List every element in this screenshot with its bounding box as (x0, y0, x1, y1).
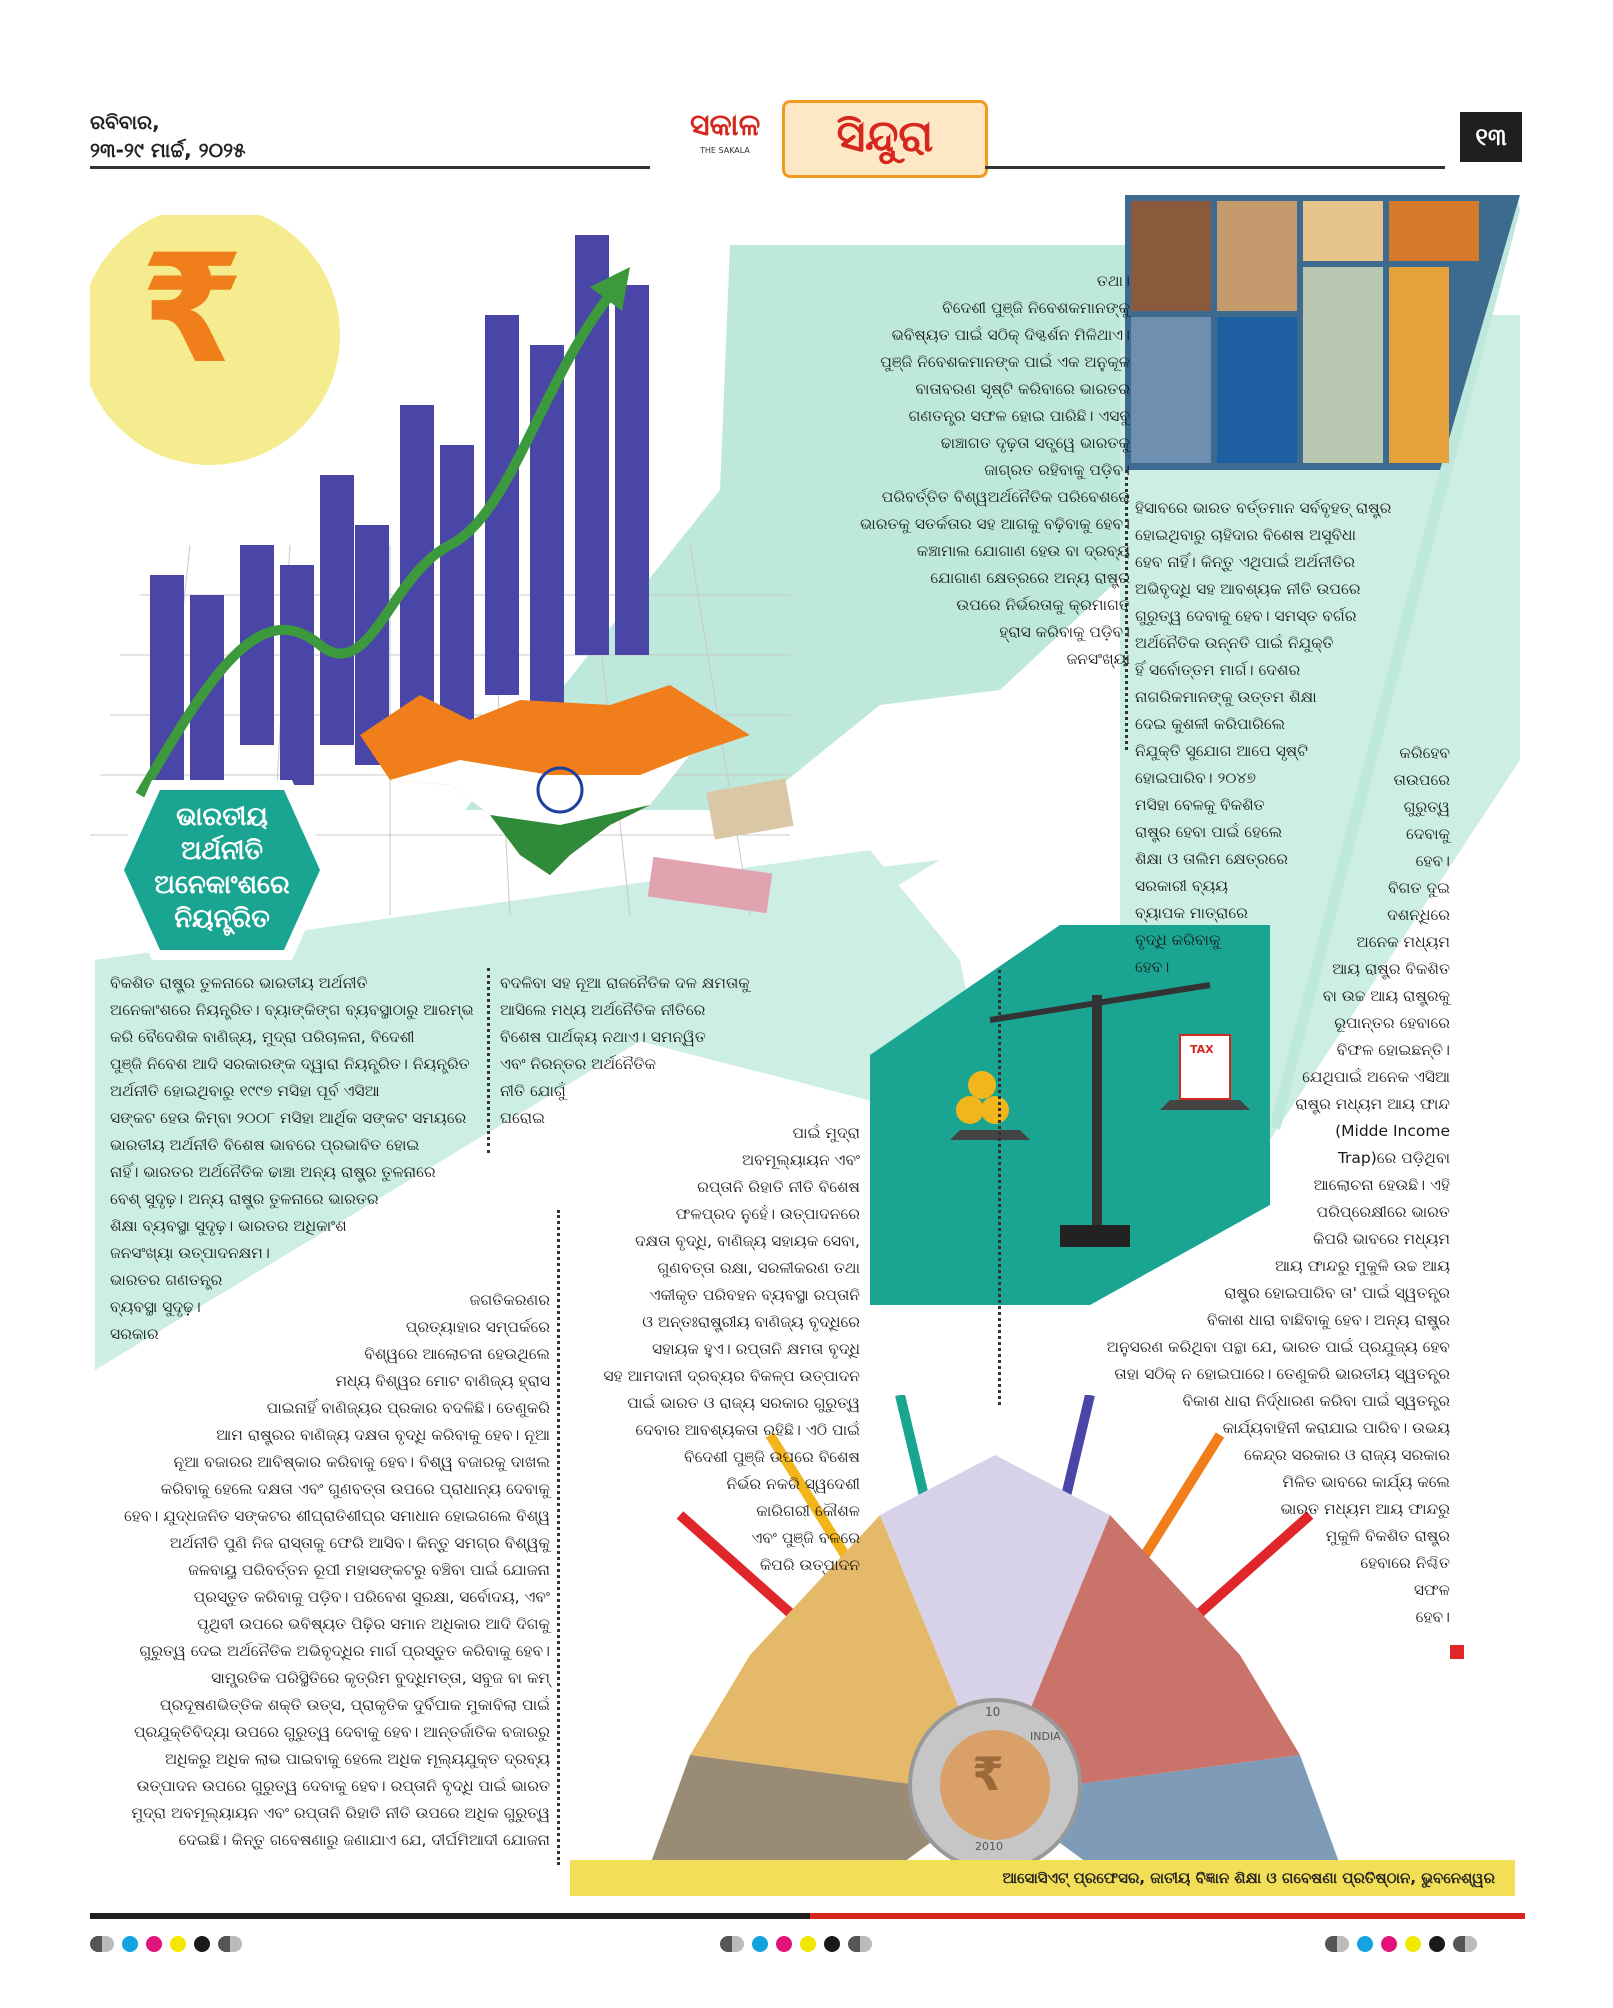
text-line: (Midde Income (1335, 1122, 1450, 1140)
badge-line-4: ନିୟନ୍ତ୍ରିତ (174, 904, 270, 934)
badge-line-3: ଅନେକାଂଶରେ (154, 870, 290, 900)
text-line: କରିହେବ (1399, 744, 1450, 762)
divider-dotted-1 (487, 968, 490, 1153)
text-line: ମିଳିତ ଭାବରେ କାର୍ଯ୍ୟ କଲେ (1282, 1473, 1450, 1491)
text-line: ବିଶେଷ ପାର୍ଥକ୍ୟ ନଥାଏ। ସମନ୍ୱିତ (500, 1028, 706, 1046)
text-line: ଆୟ ଫାନ୍ଦରୁ ମୁକୁଳି ଉଚ୍ଚ ଆୟ (1275, 1257, 1450, 1275)
text-line: ଉପରେ ନିର୍ଭରତାକୁ କ୍ରମାଗତ (956, 596, 1130, 614)
text-line: ଗୁରୁତ୍ୱ ଦେବାକୁ ହେବ। ସମସ୍ତ ବର୍ଗର (1135, 607, 1357, 625)
text-line: ନାହିଁ। ଭାରତର ଅର୍ଥନୈତିକ ଢାଞ୍ଚା ଅନ୍ୟ ରାଷ୍ଟ୍ର ତୁଳନାରେ (110, 1163, 436, 1181)
text-line: କରିବାକୁ ହେଲେ ଦକ୍ଷତା ଏବଂ ଗୁଣବତ୍ତା ଉପରେ ପ୍ରାଧାନ୍ୟ ଦେବାକୁ (160, 1480, 550, 1498)
text-line: ହେବ। (1135, 958, 1170, 976)
text-line: ଗଣତନ୍ତ୍ର ସଫଳ ହୋଇ ପାରିଛି। ଏସବୁ (908, 407, 1130, 425)
text-line: ଅର୍ଥନୀତି ହୋଇଥିବାରୁ ୧୯୯୭ ମସିହା ପୂର୍ବ ଏସିଆ (110, 1082, 380, 1100)
text-line: ମଧ୍ୟ ବିଶ୍ୱର ମୋଟ ବାଣିଜ୍ୟ ହ୍ରାସ (335, 1372, 550, 1390)
text-line: ପାଇଁ ଭାରତ ଓ ରାଜ୍ୟ ସରକାର ଗୁରୁତ୍ୱ (627, 1394, 860, 1412)
text-line: ରୂପାନ୍ତର ହେବାରେ (1334, 1014, 1450, 1032)
divider-dotted-4 (1125, 470, 1128, 750)
text-line: ଆମ ରାଷ୍ଟ୍ରର ବାଣିଜ୍ୟ ଦକ୍ଷତା ବୃଦ୍ଧି କରିବାକୁ ହେବ। ନୂଆ (216, 1426, 550, 1444)
text-line: ରାଷ୍ଟ୍ର ମଧ୍ୟମ ଆୟ ଫାନ୍ଦ (1295, 1095, 1450, 1113)
title-badge (112, 800, 332, 936)
text-line: ବିଦେଶୀ ପୁଞ୍ଜି ଉପରେ ବିଶେଷ (684, 1448, 860, 1466)
text-line: ନିଯୁକ୍ତି ସୁଯୋଗ ଆପେ ସୃଷ୍ଟି (1135, 742, 1308, 760)
text-line: ସରକାରୀ ବ୍ୟୟ (1135, 877, 1229, 895)
text-line: ଜନସଂଖ୍ୟା ଉତ୍ପାଦନକ୍ଷମ। (110, 1244, 270, 1262)
reg-magenta (1381, 1936, 1397, 1952)
text-line: ବାତାବରଣ ସୃଷ୍ଟି କରିବାରେ ଭାରତର (915, 380, 1130, 398)
footer-rule-black (90, 1913, 810, 1919)
coin-year: 2010 (975, 1840, 1003, 1853)
text-line: ରପ୍ତାନି ରିହାତି ନୀତି ବିଶେଷ (697, 1178, 860, 1196)
tax-label: TAX (1190, 1043, 1214, 1056)
text-line: ଘରୋଇ (500, 1109, 545, 1127)
text-line: ଦେବାକୁ (1406, 825, 1450, 843)
text-line: ଏକୀକୃତ ପରିବହନ ବ୍ୟବସ୍ଥା ରପ୍ତାନି (649, 1286, 860, 1304)
text-line: ହୋଇଥିବାରୁ ଚାହିଦାର ବିଶେଷ ଅସୁବିଧା (1135, 526, 1357, 544)
text-line: ହେବ। ଯୁଦ୍ଧଜନିତ ସଙ୍କଟର ଶୀଘ୍ରାତିଶୀଘ୍ର ସମାଧାନ ହୋଇଗଲେ ବିଶ୍ୱ (123, 1507, 550, 1525)
text-line: କରି ବୈଦେଶିକ ବାଣିଜ୍ୟ, ମୁଦ୍ରା ପରିଚାଳନା, ବିଦେଶୀ (110, 1028, 415, 1046)
text-line: ତଥା। (1096, 272, 1130, 290)
byline: ଆସୋସିଏଟ୍ ପ୍ରଫେସର, ଜାତୀୟ ବିଜ୍ଞାନ ଶିକ୍ଷା ଓ ଗବେଷଣା ପ୍ରତିଷ୍ଠାନ, ଭୁବନେଶ୍ୱର (570, 1860, 1515, 1896)
text-line: ପାଇନାହିଁ ବାଣିଜ୍ୟର ପ୍ରକାର ବଦଳିଛି। ତେଣୁକରି (266, 1399, 550, 1417)
text-line: ଢାଞ୍ଚାଗତ ଦୃଢ଼ତା ସତ୍ତ୍ୱେ ଭାରତକୁ (940, 434, 1130, 452)
reg-yellow (800, 1936, 816, 1952)
text-line: ବୃଦ୍ଧି କରିବାକୁ (1135, 931, 1221, 949)
text-line: ଭାରତର ଗଣତନ୍ତ୍ର (110, 1271, 223, 1289)
registration-marks-right (1325, 1935, 1477, 1953)
money-note-1 (706, 778, 793, 839)
reg-yellow (170, 1936, 186, 1952)
badge-line-2: ଅର୍ଥନୀତି (180, 836, 264, 866)
text-line: କାରିଗରୀ କୌଶଳ (756, 1502, 860, 1520)
text-line: ପୃଥିବୀ ଉପରେ ଭବିଷ୍ୟତ ପିଢ଼ିର ସମାନ ଅଧିକାର ଆଦି ଦିଗକୁ (197, 1615, 550, 1633)
text-line: ସଫଳ (1413, 1581, 1450, 1599)
dateline-date: ୨୩-୨୯ ମାର୍ଚ୍ଚ, ୨୦୨୫ (90, 138, 246, 162)
text-line: ହିଁ ସର୍ବୋତ୍ତମ ମାର୍ଗ। ଦେଶର (1135, 661, 1301, 679)
column-top-right (740, 268, 1130, 673)
money-note-2 (648, 857, 772, 913)
text-line: ଓ ଅନ୍ତଃରାଷ୍ଟ୍ରୀୟ ବାଣିଜ୍ୟ ବୃଦ୍ଧିରେ (642, 1313, 860, 1331)
reg-black (824, 1936, 840, 1952)
reg-yellow (1405, 1936, 1421, 1952)
text-line: ପରିବର୍ତ୍ତିତ ବିଶ୍ୱଅର୍ଥନୈତିକ ପରିବେଶରେ (881, 488, 1130, 506)
badge-line-1: ଭାରତୀୟ (176, 802, 268, 832)
reg-pill (720, 1936, 744, 1952)
reg-black (194, 1936, 210, 1952)
coin-value: 10 (985, 1705, 1001, 1719)
paper-sub: THE SAKALA (700, 146, 750, 155)
text-line: ପ୍ରଯୁକ୍ତିବିଦ୍ୟା ଉପରେ ଗୁରୁତ୍ୱ ଦେବାକୁ ହେବ। ଆନ୍ତର୍ଜାତିକ ବଜାରରୁ (133, 1723, 550, 1741)
text-line: ହୋଇପାରିବ। ୨୦୪୭ (1135, 769, 1256, 787)
reg-cyan (1357, 1936, 1373, 1952)
text-line: କେନ୍ଦ୍ର ସରକାର ଓ ରାଜ୍ୟ ସରକାର (1243, 1446, 1450, 1464)
text-line: ଦଶନ୍ଧିରେ (1387, 906, 1450, 924)
text-line: ତାହା ସଠିକ୍ ନ ହୋଇପାରେ। ତେଣୁକରି ଭାରତୀୟ ସ୍ୱତନ୍ତ୍ର (1114, 1365, 1450, 1383)
text-line: କାର୍ଯ୍ୟବାହିନୀ କରାଯାଇ ପାରିବ। ଉଭୟ (1222, 1419, 1450, 1437)
text-line: ଜନସଂଖ୍ୟା (1066, 650, 1130, 668)
text-line: ଆଲୋଚନା ହେଉଛି। ଏହି (1313, 1176, 1450, 1194)
text-line: ନୀତି ଯୋଗୁଁ (500, 1082, 566, 1100)
text-line: ବିଶ୍ୱରେ ଆଲୋଚନା ହେଉଥିଲେ (364, 1345, 550, 1363)
text-line: ମୁକୁଳି ବିକଶିତ ରାଷ୍ଟ୍ର (1325, 1527, 1450, 1545)
coin-rupee: ₹ (972, 1747, 1005, 1801)
text-line: ବିଫଳ ହୋଇଛନ୍ତି। (1336, 1041, 1450, 1059)
text-line: ଜଗତିକରଣର (469, 1291, 550, 1309)
text-line: ହେବ। (1415, 1608, 1450, 1626)
text-line: ସଙ୍କଟ ହେଉ କିମ୍ବା ୨୦୦୮ ମସିହା ଆର୍ଥିକ ସଙ୍କଟ ସମୟରେ (110, 1109, 467, 1127)
text-line: Trap)ରେ ପଡ଼ିଥିବା (1337, 1149, 1450, 1167)
divider-dotted-3 (998, 970, 1001, 1405)
text-line: ନୂଆ ବଜାରର ଆବିଷ୍କାର କରିବାକୁ ହେବ। ବିଶ୍ୱ ବଜାରକୁ ଦାଖଲ (173, 1453, 550, 1471)
text-line: ଅନୁସରଣ କରିଥିବା ପନ୍ଥା ଯେ, ଭାରତ ପାଇଁ ପ୍ରଯୁଜ୍ୟ ହେବ (1106, 1338, 1450, 1356)
text-line: ପ୍ରସ୍ତୁତ କରିବାକୁ ପଡ଼ିବ। ପରିବେଶ ସୁରକ୍ଷା, ସର୍ବୋଦୟ, ଏବଂ (193, 1588, 550, 1606)
text-line: ପୁଞ୍ଜି ନିବେଶକମାନଙ୍କ ପାଇଁ ଏକ ଅନୁକୂଳ (880, 353, 1130, 371)
registration-marks-center (720, 1935, 872, 1953)
text-line: ବିଦେଶୀ ପୁଞ୍ଜି ନିବେଶକମାନଙ୍କୁ (942, 299, 1130, 317)
text-line: ବିକାଶ ଧାରା ନିର୍ଦ୍ଧାରଣ କରିବା ପାଇଁ ସ୍ୱତନ୍ତ୍ର (1182, 1392, 1450, 1410)
divider-dotted-2 (557, 1210, 560, 1865)
text-line: ଶିକ୍ଷା ଓ ତାଲିମ କ୍ଷେତ୍ରରେ (1135, 850, 1289, 868)
text-line: ଭବିଷ୍ୟତ ପାଇଁ ସଠିକ୍ ଦିଗ୍ଦର୍ଶନ ମିଳିଥାଏ। (891, 326, 1130, 344)
text-line: ଦେବାର ଆବଶ୍ୟକତା ରହିଛି। ଏଠି ପାଇଁ (635, 1421, 860, 1439)
end-mark (1450, 1645, 1464, 1659)
reg-pill (1453, 1936, 1477, 1952)
text-line: ଅଧିକରୁ ଅଧିକ ଲାଭ ପାଇବାକୁ ହେଲେ ଅଧିକ ମୂଲ୍ୟଯୁକ୍ତ ଦ୍ରବ୍ୟ (164, 1750, 550, 1768)
text-line: ଗୁରୁତ୍ୱ (1403, 798, 1450, 816)
column-mid-intro (500, 970, 840, 1132)
text-line: ବ୍ୟାପକ ମାତ୍ରାରେ (1135, 904, 1248, 922)
reg-magenta (146, 1936, 162, 1952)
text-line: ହେବ ନାହିଁ। କିନ୍ତୁ ଏଥିପାଇଁ ଅର୍ଥନୀତିର (1135, 553, 1355, 571)
text-line: ହ୍ରାସ କରିବାକୁ ପଡ଼ିବ। (999, 623, 1130, 641)
text-line: ବିଗତ ଦୁଇ (1387, 879, 1450, 897)
text-line: ବେଶ୍ ସୁଦୃଢ଼। ଅନ୍ୟ ରାଷ୍ଟ୍ର ତୁଳନାରେ ଭାରତର (110, 1190, 379, 1208)
text-line: ବଦଳିବା ସହ ନୂଆ ରାଜନୈତିକ ଦଳ କ୍ଷମତାକୁ (500, 974, 750, 992)
reg-cyan (122, 1936, 138, 1952)
collage-tiles (1131, 201, 1479, 463)
text-line: ମସିହା ବେଳକୁ ବିକଶିତ (1135, 796, 1265, 814)
page-number: ୧୩ (1460, 112, 1522, 162)
text-line: ବିକାଶ ଧାରା ବାଛିବାକୁ ହେବ। ଅନ୍ୟ ରାଷ୍ଟ୍ର (1206, 1311, 1450, 1329)
text-line: ଭାରତୀୟ ଅର୍ଥନୀତି ବିଶେଷ ଭାବରେ ପ୍ରଭାବିତ ହୋଇ (110, 1136, 420, 1154)
reg-pill (848, 1936, 872, 1952)
text-line: ଜଳବାୟୁ ପରିବର୍ତ୍ତନ ରୂପୀ ମହାସଙ୍କଟରୁ ବଞ୍ଚିବା ପାଇଁ ଯୋଜନା (188, 1561, 550, 1579)
text-line: ରାଷ୍ଟ୍ର ହେବା ପାଇଁ ହେଲେ (1135, 823, 1283, 841)
economy-collage (1125, 195, 1520, 470)
text-line: ଉତ୍ପାଦନ ଉପରେ ଗୁରୁତ୍ୱ ଦେବାକୁ ହେବ। ରପ୍ତାନି ବୃଦ୍ଧି ପାଇଁ ଭାରତ (136, 1777, 550, 1795)
supplement-name: ସିନ୍ଦୁରା (836, 111, 934, 162)
text-line: ଯେଥିପାଇଁ ଅନେକ ଏସିଆ (1302, 1068, 1450, 1086)
reg-black (1429, 1936, 1445, 1952)
text-line: ସହାୟକ ହୁଏ। ରପ୍ତାନି କ୍ଷମତା ବୃଦ୍ଧି (651, 1340, 860, 1358)
text-line: ଜାଗ୍ରତ ରହିବାକୁ ପଡ଼ିବ। (984, 461, 1130, 479)
text-line: ଆୟ ରାଷ୍ଟ୍ର ବିକଶିତ (1332, 960, 1450, 978)
text-line: ଅବମୂଲ୍ୟାୟନ ଏବଂ (741, 1151, 860, 1169)
text-line: ଆସିଲେ ମଧ୍ୟ ଅର୍ଥନୈତିକ ନୀତିରେ (500, 1001, 706, 1019)
text-line: ହିସାବରେ ଭାରତ ବର୍ତ୍ତମାନ ସର୍ବବୃହତ୍ ରାଷ୍ଟ୍ର (1135, 499, 1392, 517)
text-line: ପରିପ୍ରେକ୍ଷୀରେ ଭାରତ (1316, 1203, 1450, 1221)
text-line: ପୁଞ୍ଜି ନିବେଶ ଆଦି ସରକାରଙ୍କ ଦ୍ୱାରା ନିୟନ୍ତ୍ରିତ। ନିୟନ୍ତ୍ରିତ (110, 1055, 470, 1073)
text-line: ଏବଂ ନିରନ୍ତର ଅର୍ଥନୈତିକ (500, 1055, 656, 1073)
text-line: କିପରି ଭାବରେ ମଧ୍ୟମ (1313, 1230, 1450, 1248)
text-line: ଦେଇ କୁଶଳୀ କରିପାରିଲେ (1135, 715, 1286, 733)
text-line: ଯୋଗାଣ କ୍ଷେତ୍ରରେ ଅନ୍ୟ ରାଷ୍ଟ୍ର (930, 569, 1130, 587)
column-center (570, 1120, 860, 1579)
coin-country: INDIA (1030, 1730, 1061, 1743)
text-line: ଗୁଣବତ୍ତା ରକ୍ଷା, ସରଳୀକରଣ ତଥା (657, 1259, 860, 1277)
text-line: ବା ଉଚ୍ଚ ଆୟ ରାଷ୍ଟ୍ରକୁ (1322, 987, 1450, 1005)
text-line: ପ୍ରଦୂଷଣଭିତ୍ତିକ ଶକ୍ତି ଉତ୍ସ, ପ୍ରାକୃତିକ ଦୁର୍ବିପାକ ମୁକାବିଲା ପାଇଁ (159, 1696, 550, 1714)
text-line: ଫଳପ୍ରଦ ନୁହେଁ। ଉତ୍ପାଦନରେ (675, 1205, 860, 1223)
text-line: ଦକ୍ଷତା ବୃଦ୍ଧି, ବାଣିଜ୍ୟ ସହାୟକ ସେବା, (634, 1232, 860, 1250)
reg-pill (90, 1936, 114, 1952)
column-far-right (1000, 740, 1450, 1631)
text-line: ଅଭିବୃଦ୍ଧି ସହ ଆବଶ୍ୟକ ନୀତି ଉପରେ (1135, 580, 1361, 598)
rupee-symbol: ₹ (140, 223, 245, 397)
reg-cyan (752, 1936, 768, 1952)
text-line: ଏବଂ ପୁଞ୍ଜି ବଳରେ (751, 1529, 860, 1547)
registration-marks-left (90, 1935, 242, 1953)
text-line: ରାଷ୍ଟ୍ର ହୋଇପାରିବ ତା' ପାଇଁ ସ୍ୱତନ୍ତ୍ର (1224, 1284, 1450, 1302)
text-line: ସରକାର (110, 1325, 159, 1343)
text-line: ଭାରତ ମଧ୍ୟମ ଆୟ ଫାନ୍ଦରୁ (1280, 1500, 1450, 1518)
text-line: ନାଗରିକମାନଙ୍କୁ ଉତ୍ତମ ଶିକ୍ଷା (1135, 688, 1317, 706)
text-line: ଅର୍ଥନୀତି ପୁଣି ନିଜ ରାସ୍ତାକୁ ଫେରି ଆସିବ। କିନ୍ତୁ ସମଗ୍ର ବିଶ୍ୱକୁ (169, 1534, 550, 1552)
text-line: ସହ ଆମଦାନୀ ଦ୍ରବ୍ୟର ବିକଳ୍ପ ଉତ୍ପାଦନ (603, 1367, 860, 1385)
reg-magenta (776, 1936, 792, 1952)
text-line: ନିର୍ଭର ନକରି ସ୍ୱଦେଶୀ (726, 1475, 860, 1493)
text-line: ଭାରତକୁ ସତର୍କତାର ସହ ଆଗକୁ ବଢ଼ିବାକୁ ହେବ। (859, 515, 1130, 533)
text-line: ହେବାରେ ନିଶ୍ଚିତ (1360, 1554, 1450, 1572)
text-line: ମୁଦ୍ରା ଅବମୂଲ୍ୟାୟନ ଏବଂ ରପ୍ତାନି ରିହାତି ନୀତି ଉପରେ ଅଧିକ ଗୁରୁତ୍ୱ (131, 1804, 550, 1822)
column-left-body (100, 1287, 550, 1854)
text-line: ତାଉପରେ (1393, 771, 1450, 789)
text-line: ଅର୍ଥନୈତିକ ଉନ୍ନତି ପାଇଁ ନିଯୁକ୍ତି (1135, 634, 1334, 652)
text-line: ପ୍ରତ୍ୟାହାର ସମ୍ପର୍କରେ (405, 1318, 550, 1336)
text-line: କଞ୍ଚାମାଲ ଯୋଗାଣ ହେଉ ବା ଦ୍ରବ୍ୟ (916, 542, 1130, 560)
text-line: ପାଇଁ ମୁଦ୍ରା (792, 1124, 860, 1142)
reg-pill (218, 1936, 242, 1952)
text-line: ବ୍ୟବସ୍ଥା ସୁଦୃଢ଼। (110, 1298, 201, 1316)
footer-rule-red (810, 1913, 1525, 1919)
text-line: ଶିକ୍ଷା ବ୍ୟବସ୍ଥା ସୁଦୃଢ଼। ଭାରତର ଅଧିକାଂଶ (110, 1217, 347, 1235)
text-line: କିପରି ଉତ୍ପାଦନ (759, 1556, 860, 1574)
text-line: ଗୁରୁତ୍ୱ ଦେଇ ଅର୍ଥନୈତିକ ଅଭିବୃଦ୍ଧିର ମାର୍ଗ ପ୍ରସ୍ତୁତ କରିବାକୁ ହେବ। (139, 1642, 550, 1660)
text-line: ଦେଇଛି। କିନ୍ତୁ ଗବେଷଣାରୁ ଜଣାଯାଏ ଯେ, ଦୀର୍ଘମିଆଦୀ ଯୋଜନା (178, 1831, 550, 1849)
text-line: ହେବ। (1415, 852, 1450, 870)
text-line: ଅନେକାଂଶରେ ନିୟନ୍ତ୍ରିତ। ବ୍ୟାଙ୍କିଙ୍ଗ ବ୍ୟବସ୍ଥାଠାରୁ ଆରମ୍ଭ (110, 1001, 474, 1019)
text-line: ଅନେକ ମଧ୍ୟମ (1356, 933, 1450, 951)
dateline-day: ରବିବାର, (90, 110, 160, 134)
paper-name: ସକାଳ (690, 108, 761, 143)
reg-pill (1325, 1936, 1349, 1952)
text-line: ସାମ୍ପ୍ରତିକ ପରିସ୍ଥିତିରେ କୃତ୍ରିମ ବୁଦ୍ଧିମତ୍ତା, ସବୁଜ ବା କମ୍ (211, 1669, 550, 1687)
text-line: ବିକଶିତ ରାଷ୍ଟ୍ର ତୁଳନାରେ ଭାରତୀୟ ଅର୍ଥନୀତି (110, 974, 368, 992)
